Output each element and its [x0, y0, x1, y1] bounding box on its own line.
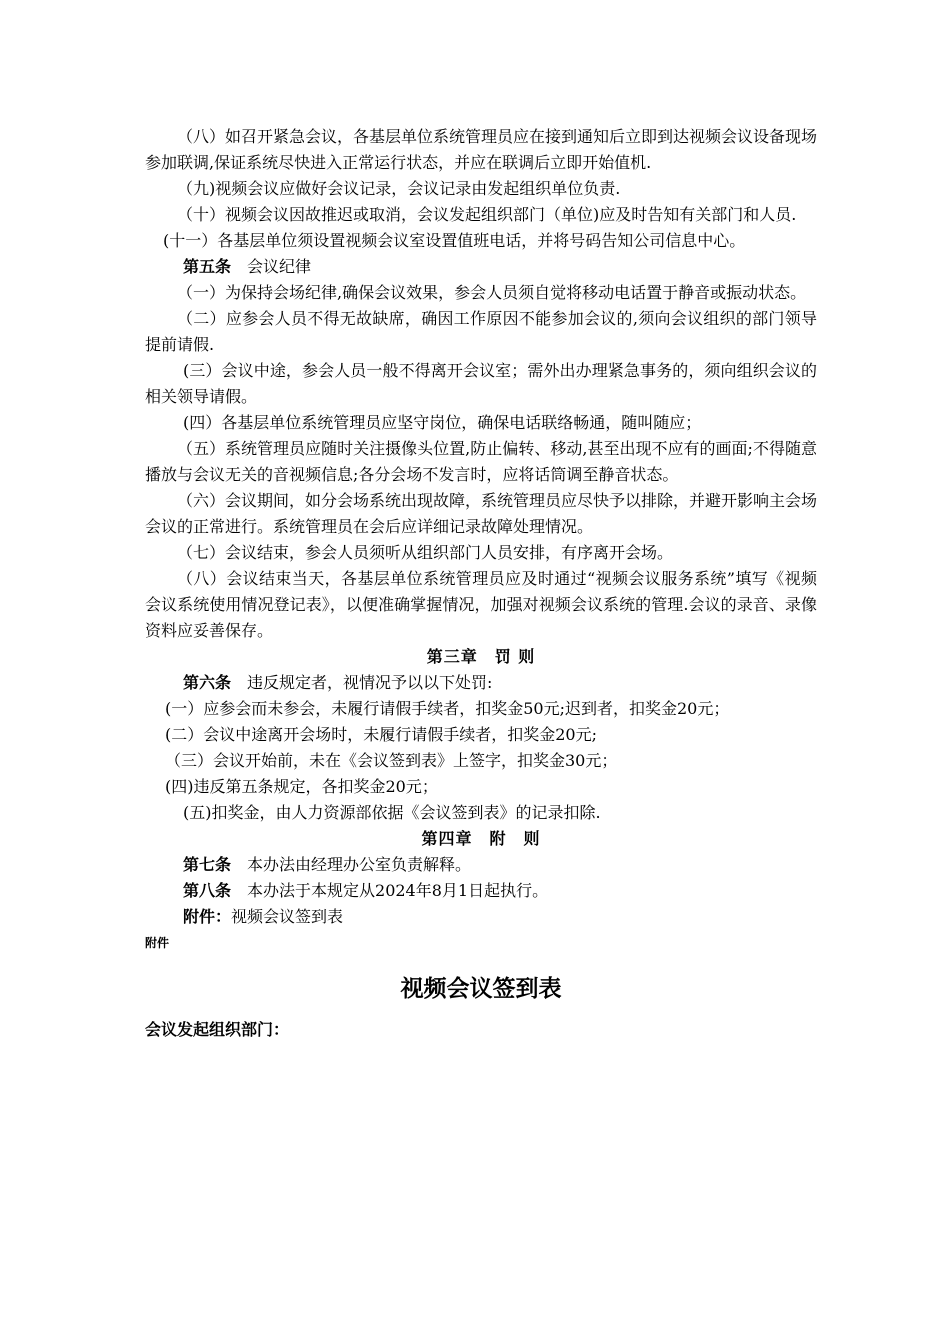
article-5-label: 第五条	[183, 257, 232, 276]
article-7-label: 第七条	[183, 855, 232, 874]
article-5	[145, 254, 817, 280]
attachment-label: 附件：	[183, 907, 232, 926]
article-6-item-4: (四)违反第五条规定，各扣奖金20元；	[165, 777, 438, 796]
chapter-3-heading: 第三章 罚 则	[426, 647, 536, 666]
article-5-item-8: （八）会议结束当天，各基层单位系统管理员应及时通过“视频会议服务系统”填写《视频会议系统使用情况登记表》，以便准确掌握情况，加强对视频会议系统的管理.会议的录音、录像资料应妥善保存。	[145, 569, 817, 640]
form-title: 视频会议签到表	[400, 976, 562, 1002]
attachment-line	[145, 904, 817, 930]
article-6	[145, 670, 817, 696]
article-5-text: 会议纪律	[247, 257, 312, 276]
article-5-item-1: （一）为保持会场纪律,确保会议效果，参会人员须自觉将移动电话置于静音或振动状态。	[177, 283, 807, 302]
article-6-text: 违反规定者，视情况予以以下处罚:	[247, 673, 493, 692]
paragraph-item-10: （十）视频会议因故推迟或取消，会议发起组织部门（单位)应及时告知有关部门和人员.	[177, 205, 797, 224]
article-6-item-3: （三）会议开始前，未在《会议签到表》上签字，扣奖金30元；	[165, 751, 618, 770]
form-dept-label: 会议发起组织部门：	[145, 1020, 290, 1039]
paragraph-item-11: (十一）各基层单位须设置视频会议室设置值班电话，并将号码告知公司信息中心。	[163, 231, 746, 250]
article-6-label: 第六条	[183, 673, 232, 692]
article-5-item-2: （二）应参会人员不得无故缺席，确因工作原因不能参加会议的,须向会议组织的部门领导提前请假.	[145, 309, 817, 354]
chapter-4-heading: 第四章 附 则	[421, 829, 541, 848]
article-8-text: 本办法于本规定从2024年8月1日起执行。	[247, 881, 549, 900]
article-6-item-1: (一）应参会而未参会，未履行请假手续者，扣奖金50元;迟到者，扣奖金20元；	[165, 699, 730, 718]
article-5-item-7: （七）会议结束，参会人员须听从组织部门人员安排，有序离开会场。	[177, 543, 674, 562]
article-5-item-6: （六）会议期间，如分会场系统出现故障，系统管理员应尽快予以排除，并避开影响主会场会议的正常进行。系统管理员在会后应详细记录故障处理情况。	[145, 491, 818, 536]
paragraph-item-9: （九)视频会议应做好会议记录，会议记录由发起组织单位负责.	[177, 179, 621, 198]
article-7-text: 本办法由经理办公室负责解释。	[247, 855, 472, 874]
attachment-text: 视频会议签到表	[231, 907, 344, 926]
article-6-item-2: (二）会议中途离开会场时，未履行请假手续者，扣奖金20元;	[165, 725, 597, 744]
article-8-label: 第八条	[183, 881, 232, 900]
paragraph-item-8: （八）如召开紧急会议，各基层单位系统管理员应在接到通知后立即到达视频会议设备现场参加联调,保证系统尽快进入正常运行状态，并应在联调后立即开始值机.	[145, 127, 818, 172]
attachment-small-label: 附件	[145, 936, 170, 950]
document-page	[145, 124, 817, 1042]
article-7	[145, 852, 817, 878]
article-5-item-5: （五）系统管理员应随时关注摄像头位置,防止偏转、移动,甚至出现不应有的画面;不得随意播放与会议无关的音视频信息;各分会场不发言时，应将话筒调至静音状态。	[145, 439, 817, 484]
article-6-item-5: (五)扣奖金，由人力资源部依据《会议签到表》的记录扣除.	[183, 803, 601, 822]
article-8	[145, 878, 817, 904]
article-5-item-3: (三）会议中途，参会人员一般不得离开会议室；需外出办理紧急事务的，须向组织会议的相关领导请假。	[145, 361, 817, 406]
article-5-item-4: (四）各基层单位系统管理员应坚守岗位，确保电话联络畅通，随叫随应；	[183, 413, 702, 432]
